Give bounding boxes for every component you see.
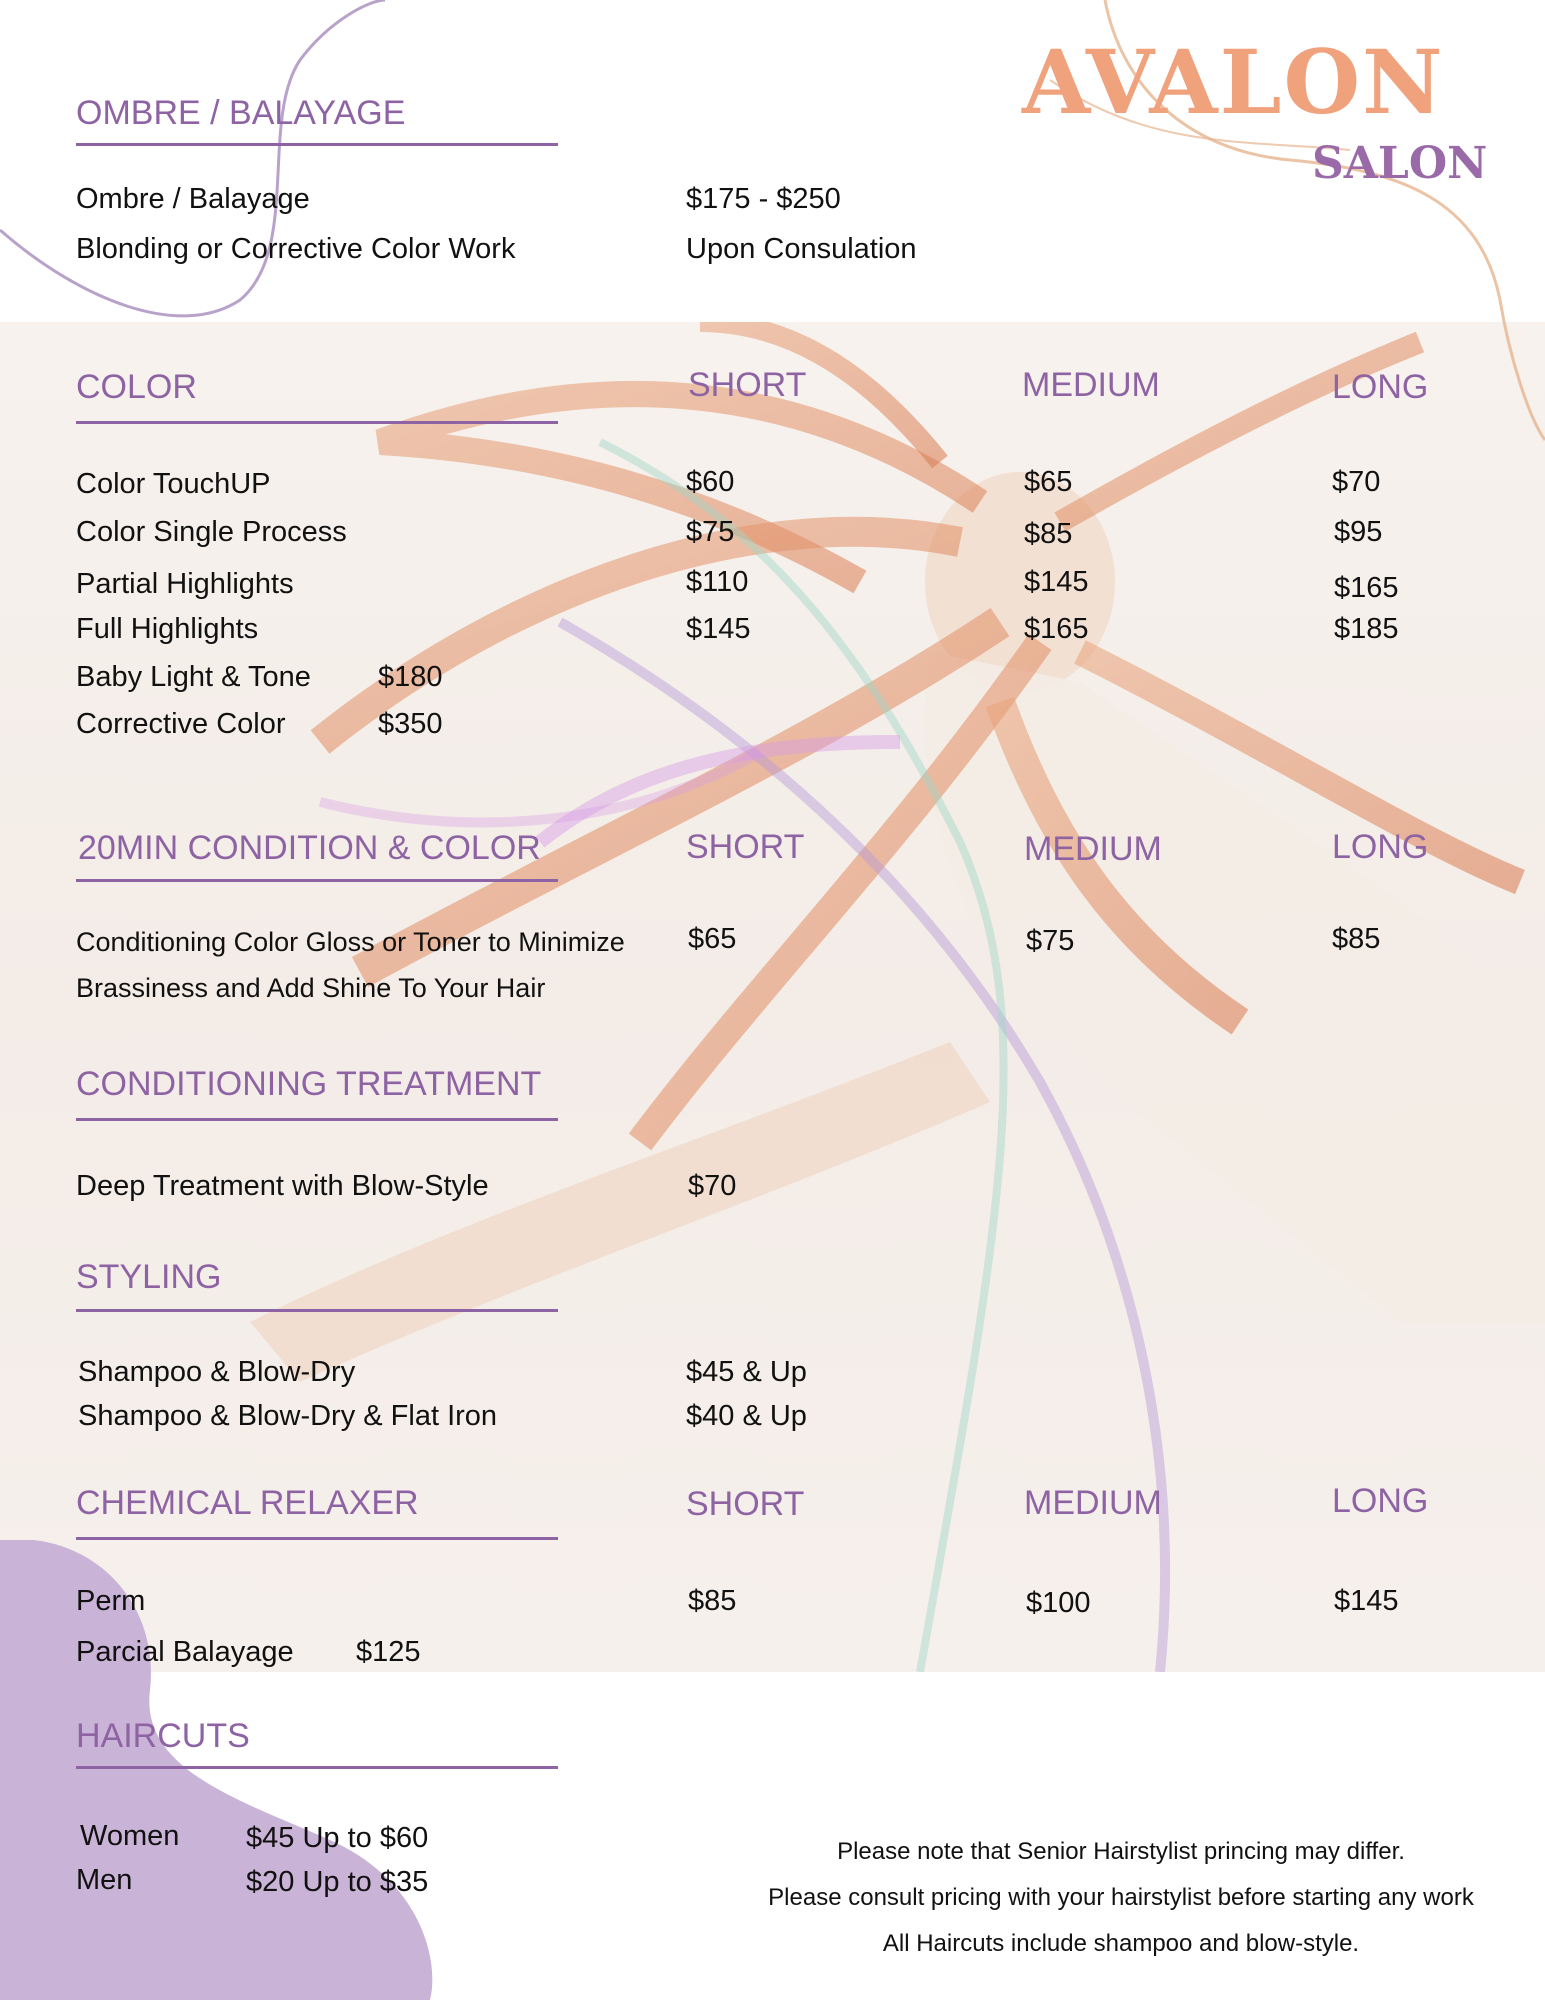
service-price: $45 Up to $60 [246,1822,429,1854]
service-name: Parcial Balayage [76,1636,294,1668]
price-medium: $75 [1026,925,1075,957]
section-rule [76,1766,558,1769]
price-short: $60 [686,466,735,498]
section-rule [76,1309,558,1312]
price-medium: $165 [1024,613,1089,645]
price-long: $145 [1334,1585,1399,1617]
price-long: $85 [1332,923,1381,955]
section-title-haircuts: HAIRCUTS [76,1717,250,1755]
section-title-styling: STYLING [76,1258,222,1296]
section-rule [76,143,558,146]
column-header-short: SHORT [688,366,807,404]
service-price: $45 & Up [686,1356,807,1388]
section-rule [76,879,558,882]
price-short: $65 [688,923,737,955]
service-name: Blonding or Corrective Color Work [76,233,516,265]
section-title-color: COLOR [76,368,197,406]
service-name: Shampoo & Blow-Dry & Flat Iron [78,1400,498,1432]
service-name: Partial Highlights [76,568,294,600]
section-title-relaxer: CHEMICAL RELAXER [76,1484,419,1522]
service-name: Color Single Process [76,516,347,548]
service-name: Men [76,1864,133,1896]
section-rule [76,1537,558,1540]
column-header-long: LONG [1332,828,1429,866]
service-price: $125 [356,1636,421,1668]
price-long: $95 [1334,516,1383,548]
column-header-short: SHORT [686,828,805,866]
service-description: Brassiness and Add Shine To Your Hair [76,973,546,1003]
price-long: $165 [1334,572,1399,604]
column-header-long: LONG [1332,1482,1429,1520]
service-price: $70 [688,1170,737,1202]
price-short: $145 [686,613,751,645]
pricing-note: All Haircuts include shampoo and blow-style. [882,1930,1360,1957]
service-price: Upon Consulation [686,233,917,265]
price-medium: $85 [1024,518,1073,550]
section-title-gloss: 20MIN CONDITION & COLOR [78,829,541,867]
price-medium: $145 [1024,566,1089,598]
service-name: Shampoo & Blow-Dry [78,1356,356,1388]
service-name: Full Highlights [76,613,259,645]
column-header-medium: MEDIUM [1024,830,1162,868]
price-short: $110 [686,566,749,598]
decorative-blob [0,1540,460,2000]
service-name: Deep Treatment with Blow-Style [76,1170,489,1202]
price-long: $70 [1332,466,1381,498]
service-name: Color TouchUP [76,468,271,500]
service-name: Ombre / Balayage [76,183,310,215]
column-header-short: SHORT [686,1485,805,1523]
service-name: Corrective Color [76,708,286,740]
pricing-note: Please note that Senior Hairstylist princing may differ. [837,1838,1405,1865]
price-long: $185 [1334,613,1399,645]
price-short: $75 [686,516,735,548]
brand-name: AVALON [1022,30,1445,134]
price-medium: $100 [1026,1587,1091,1619]
service-name: Women [80,1820,180,1852]
price-medium: $65 [1024,466,1073,498]
service-price: $180 [378,661,443,693]
price-short: $85 [688,1585,737,1617]
service-name: Perm [76,1585,146,1617]
service-price: $350 [378,708,443,740]
service-name: Baby Light & Tone [76,661,311,693]
service-price: $40 & Up [686,1400,807,1432]
section-title-ombre: OMBRE / BALAYAGE [76,94,406,132]
section-rule [76,1118,558,1121]
service-description: Conditioning Color Gloss or Toner to Minimize [76,927,625,957]
service-price: $175 - $250 [686,183,841,215]
section-title-treatment: CONDITIONING TREATMENT [76,1065,542,1103]
service-price: $20 Up to $35 [246,1866,429,1898]
column-header-medium: MEDIUM [1024,1484,1162,1522]
column-header-long: LONG [1332,368,1429,406]
brand-subtitle: SALON [1312,138,1488,189]
pricing-note: Please consult pricing with your hairstylist before starting any work [768,1884,1474,1911]
column-header-medium: MEDIUM [1022,366,1160,404]
section-rule [76,421,558,424]
